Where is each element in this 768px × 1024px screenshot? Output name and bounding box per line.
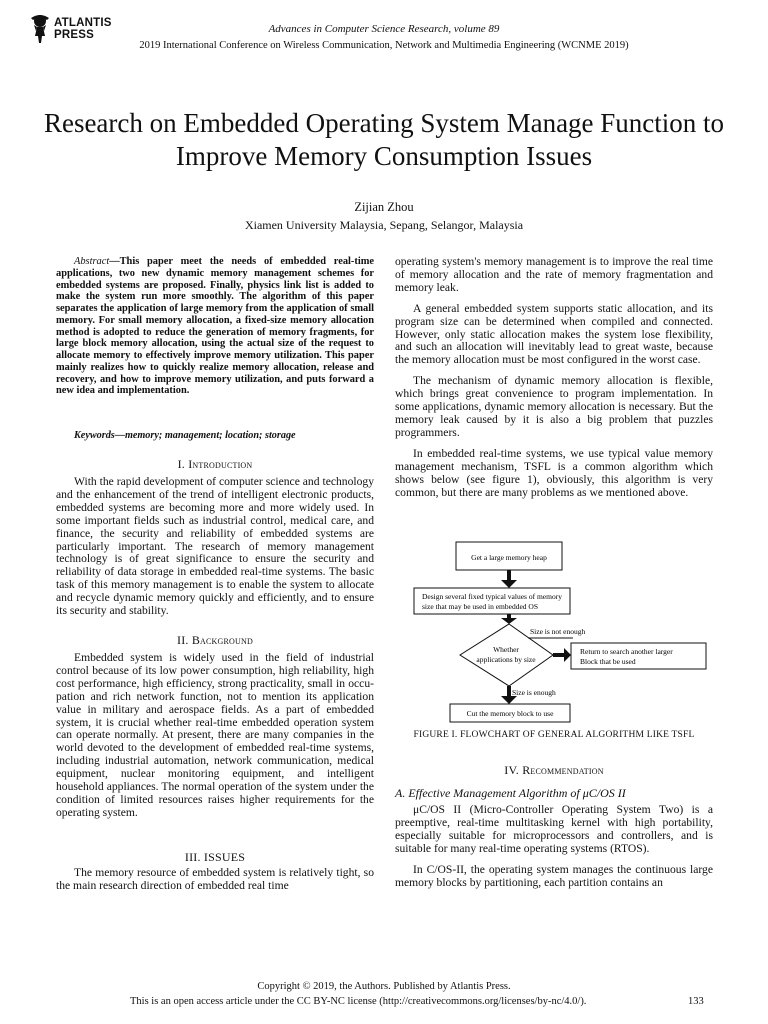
section-title: Background (191, 633, 253, 647)
section-number: I. (177, 457, 189, 471)
flow-arrowhead (501, 618, 517, 624)
paragraph: A general embedded system supports static allocation, and its program size can be determined when compiled and connected. However, only static allocation makes the system lose flexibility, and such an allocation will inevitably lead to great waste, because the memory allocation must be most configured in the worst case. (395, 301, 713, 367)
flow-arrowhead (501, 580, 517, 588)
flowchart-figure (408, 540, 712, 725)
flow-arrowhead (501, 696, 517, 704)
conference-header: 2019 International Conference on Wireless Communication, Network and Multimedia Engineering (WCNME 2019) (139, 40, 629, 51)
footer-copyright: Copyright © 2019, the Authors. Published by Atlantis Press. (257, 981, 511, 992)
author-name: Zijian Zhou (354, 200, 414, 214)
issues-body (56, 867, 374, 893)
flow-box-cut-block-label: Cut the memory block to use (466, 709, 554, 718)
keywords-text: Keywords—memory; management; location; storage (74, 430, 296, 441)
section-heading-issues (56, 850, 374, 865)
paper-title: Research on Embedded Operating System Manage Function to Improve Memory Consumption Issues (43, 108, 725, 171)
page-number: 133 (688, 996, 704, 1007)
journal-header: Advances in Computer Science Research, volume 89 (268, 23, 500, 35)
flow-box-get-heap-label: Get a large memory heap (471, 553, 547, 562)
paragraph: In C/OS-II, the operating system manages the continuous large memory blocks by partitioning, each partition contains an (395, 862, 713, 889)
flow-arrowhead (564, 648, 571, 662)
publisher-name-line2: PRESS (54, 29, 94, 41)
paragraph: The memory resource of embedded system is relatively tight, so the main research direction of embedded real time (56, 866, 374, 892)
flow-box-search-larger-line1: Return to search another larger (580, 647, 673, 656)
section-title: Introduction (188, 457, 253, 471)
abstract-dash: — (109, 256, 120, 267)
flow-box-search-larger-line2: Block that be used (580, 657, 636, 666)
section-heading-recommendation (395, 763, 713, 778)
flow-label-enough: Size is enough (512, 688, 556, 697)
flow-decision-line2: applications by size (476, 655, 536, 664)
section-heading-introduction (56, 457, 374, 472)
section-number: II. (177, 633, 192, 647)
footer-license: This is an open access article under the CC BY-NC license (http://creativecommons.org/licenses/by-nc/4.0/). (130, 996, 587, 1007)
figure-caption: FIGURE I. FLOWCHART OF GENERAL ALGORITHM LIKE TSFL (413, 730, 695, 740)
keywords (56, 430, 374, 443)
flowchart-svg (408, 540, 712, 725)
flow-box-design-values-line1: Design several fixed typical values of memory (422, 592, 562, 601)
publisher-name-line1: ATLANTIS (54, 17, 112, 29)
section-title: III. ISSUES (184, 850, 246, 864)
paragraph: operating system's memory management is to improve the real time of memory allocation and the rate of memory fragmentation and memory leak. (395, 255, 713, 294)
paragraph: In embedded real-time systems, we use typical value memory management mechanism, TSFL is a common algorithm which shows below (see figure 1), obviously, this algorithm is very common, but there are many problems as we mentioned above. (395, 446, 713, 499)
abstract-text: This paper meet the needs of embedded real-time applications, two new dynamic memory management schemes for embedded systems are proposed. Finally, physics link list is added to make the system run more smoothly. The algorithm of this paper separates the application of large memory from the application of small memory. For small memory allocation, a fixed-size memory allocation method is adopted to reduce the generation of memory fragments, for large block memory allocation, using the actual size of the request to allocate memory to effectively improve memory utilization. This paper mainly realizes how to quickly realize memory allocation, release and recovery, and how to improve memory utilization, and puts forward a new idea and implementation. (56, 256, 374, 397)
recommendation-body (395, 804, 713, 889)
paragraph: μC/OS II (Micro-Controller Operating System Two) is a preemptive, real-time multitasking kernel with high portability, especially suitable for microprocessors and controllers, and is suitable for many real-time operating systems (RTOS). (395, 803, 713, 855)
paragraph: The mechanism of dynamic memory allocation is flexible, which brings great convenience to program implementation. In some applications, dynamic memory allocation is necessary. But the memory leak caused by it is also a big problem that puzzles programmers. (395, 374, 713, 439)
abstract (56, 256, 374, 397)
author-affiliation: Xiamen University Malaysia, Sepang, Selangor, Malaysia (244, 218, 524, 232)
section-heading-background (56, 633, 374, 648)
flow-decision-line1: Whether (493, 645, 519, 654)
flow-label-not-enough: Size is not enough (530, 627, 586, 636)
section-title: Recommendation (522, 763, 604, 777)
flow-box-design-values-line2: size that may be used in embedded OS (422, 602, 539, 611)
introduction-body (56, 476, 374, 618)
abstract-label: Abstract (74, 256, 110, 267)
paragraph: Embedded system is widely used in the field of industrial control because of its low power consumption, high reliability, high cost performance, high efficiency, strong practicality, small in occu- pation and rich network function, not to mention its application value in military and aerospace fields. As a part of embedded system, it is crucial whether real-time embedded operation system can operate normally. At present, there are many companies in the world devoted to the development of embedded real-time systems, including industrial automation, network communication, medical equipment, nuclear monitoring equipment, and intelligent household appliances. The normal operation of the system under the condition of limited resources raises higher requirements for the operating system. (56, 651, 374, 819)
paragraph: With the rapid development of computer science and technology and the enhancement of the trend of intelligent electronic products, embedded systems are becoming more and more widely used. In some important fields such as industrial control, medical care, and finance, the security and reliability of embedded systems are particularly important. The research of memory management technology is of great significance to ensure the security and reliability of data storage in embedded real-time systems. The basic task of this memory management is to enable the system to allocate and recycle dynamic memory quickly and efficiently, and to ensure its security and stability. (56, 475, 374, 618)
section-number: IV. (504, 763, 523, 777)
background-body (56, 652, 374, 820)
issues-continued (395, 256, 713, 499)
subsection-heading: A. Effective Management Algorithm of μC/OS II (395, 786, 626, 800)
